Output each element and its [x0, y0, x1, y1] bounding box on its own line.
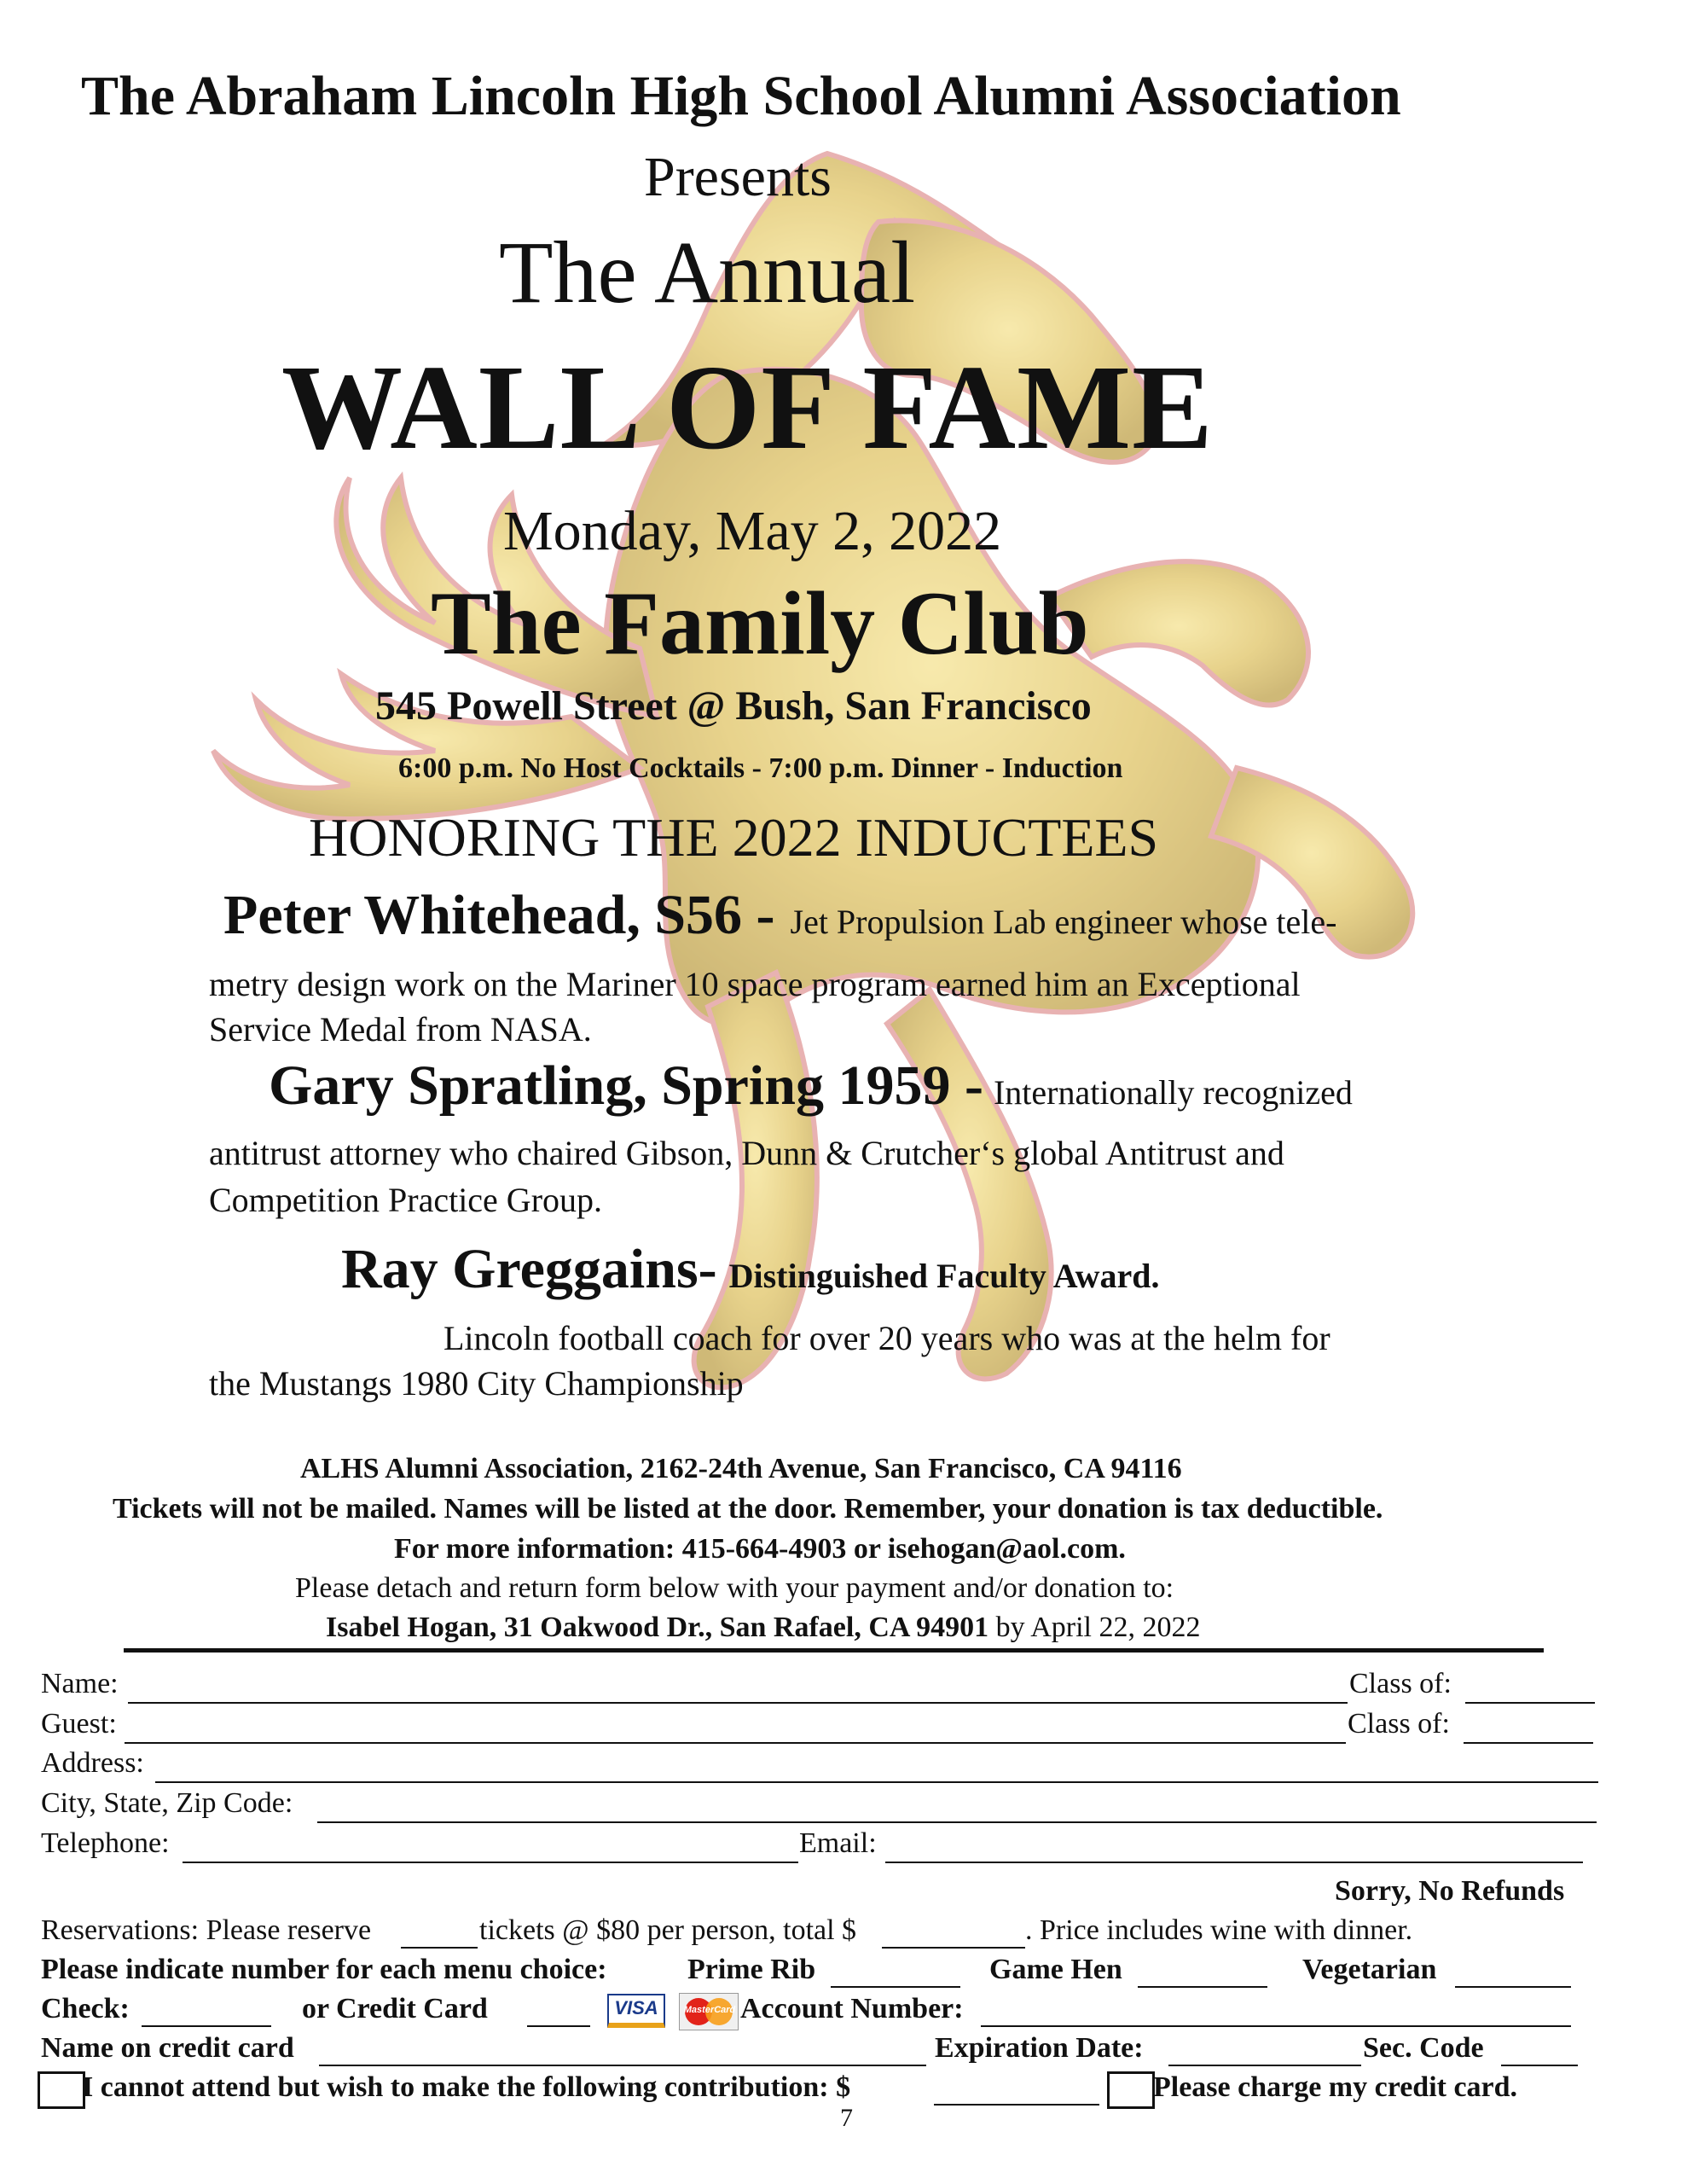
name-on-card-field[interactable] [319, 2065, 926, 2066]
guest-class-of-label: Class of: [1348, 1708, 1450, 1740]
return-by-date: by April 22, 2022 [995, 1612, 1201, 1643]
menu-game-hen-field[interactable] [1138, 1986, 1267, 1988]
sec-code-label: Sec. Code [1363, 2032, 1484, 2064]
menu-vegetarian-label: Vegetarian [1302, 1954, 1437, 1985]
alumni-address: ALHS Alumni Association, 2162-24th Avenue, San Francisco, CA 94116 [300, 1453, 1182, 1484]
expiration-label: Expiration Date: [935, 2032, 1144, 2064]
charge-card-label: Please charge my credit card. [1153, 2071, 1518, 2103]
inductee-desc: Lincoln football coach for over 20 years who was at the helm for [443, 1319, 1330, 1357]
address-field[interactable] [155, 1781, 1598, 1783]
menu-vegetarian-field[interactable] [1455, 1986, 1571, 1988]
check-label: Check: [41, 1993, 130, 2024]
inductee-desc: Internationally recognized [993, 1073, 1353, 1112]
city-label: City, State, Zip Code: [41, 1787, 293, 1819]
event-title: WALL OF FAME [281, 340, 1214, 474]
sec-code-field[interactable] [1501, 2065, 1578, 2066]
inductee-2 [269, 1054, 1353, 1118]
check-field[interactable] [142, 2025, 271, 2027]
account-number-label: Account Number: [740, 1993, 964, 2024]
charge-card-checkbox[interactable] [1107, 2071, 1155, 2109]
email-label: Email: [799, 1827, 877, 1859]
mastercard-logo-icon: MasterCard [679, 1993, 739, 2030]
class-of-label: Class of: [1349, 1668, 1452, 1699]
venue-address: 545 Powell Street @ Bush, San Francisco [375, 683, 1092, 729]
name-label: Name: [41, 1668, 119, 1699]
return-address [326, 1612, 1200, 1644]
inductee-3 [341, 1237, 1160, 1302]
inductee-desc: antitrust attorney who chaired Gibson, Dunn & Crutcher‘s global Antitrust and [209, 1134, 1284, 1172]
reservations-mid: tickets @ $80 per person, total $ [479, 1914, 857, 1946]
inductee-name: Ray Greggains- [341, 1238, 717, 1300]
tickets-note: Tickets will not be mailed. Names will be listed at the door. Remember, your donation is tax deductible. [113, 1493, 1383, 1525]
guest-class-of-field[interactable] [1464, 1742, 1593, 1744]
contribution-amount-field[interactable] [934, 2104, 1099, 2106]
inductee-award: Distinguished Faculty Award. [728, 1257, 1160, 1295]
honoring-heading: HONORING THE 2022 INDUCTEES [309, 807, 1159, 868]
inductee-desc: Jet Propulsion Lab engineer whose tele- [790, 903, 1337, 941]
credit-card-label: or Credit Card [302, 1993, 488, 2024]
menu-game-hen-label: Game Hen [989, 1954, 1122, 1985]
expiration-field[interactable] [1168, 2065, 1361, 2066]
detach-divider [124, 1648, 1544, 1653]
menu-prime-rib-field[interactable] [831, 1986, 960, 1988]
event-date: Monday, May 2, 2022 [503, 500, 1002, 562]
name-field[interactable] [128, 1702, 1348, 1704]
class-of-field[interactable] [1465, 1702, 1595, 1704]
presents-text: Presents [644, 146, 832, 208]
reservations-suffix: . Price includes wine with dinner. [1025, 1914, 1413, 1946]
ticket-total-field[interactable] [882, 1947, 1025, 1949]
visa-logo-icon: VISA [607, 1994, 665, 2028]
inductee-desc: metry design work on the Mariner 10 space program earned him an Exceptional [209, 965, 1301, 1003]
guest-field[interactable] [125, 1742, 1346, 1744]
venue-name: The Family Club [431, 573, 1089, 673]
association-name: The Abraham Lincoln High School Alumni Association [81, 65, 1401, 127]
inductee-1 [223, 883, 1336, 948]
ticket-count-field[interactable] [401, 1947, 478, 1949]
guest-label: Guest: [41, 1708, 117, 1740]
return-to: Isabel Hogan, 31 Oakwood Dr., San Rafael, CA 94901 [326, 1612, 989, 1643]
city-field[interactable] [317, 1821, 1597, 1823]
contribution-label: I cannot attend but wish to make the following contribution: $ [82, 2071, 851, 2103]
telephone-label: Telephone: [41, 1827, 170, 1859]
inductee-name: Peter Whitehead, S56 - [223, 884, 775, 946]
inductee-name: Gary Spratling, Spring 1959 - [269, 1054, 983, 1117]
name-on-card-label: Name on credit card [41, 2032, 294, 2064]
telephone-field[interactable] [183, 1862, 798, 1863]
reservations-label: Reservations: Please reserve [41, 1914, 372, 1946]
annual-text: The Annual [499, 224, 916, 322]
menu-prime-rib-label: Prime Rib [687, 1954, 816, 1985]
page-number: 7 [840, 2104, 853, 2132]
event-schedule: 6:00 p.m. No Host Cocktails - 7:00 p.m. Dinner - Induction [398, 752, 1123, 784]
email-field[interactable] [885, 1862, 1583, 1863]
contribution-checkbox[interactable] [38, 2071, 85, 2109]
account-number-field[interactable] [981, 2025, 1571, 2027]
credit-card-field[interactable] [527, 2025, 590, 2027]
no-refunds: Sorry, No Refunds [1335, 1875, 1565, 1907]
menu-label: Please indicate number for each menu choice: [41, 1954, 607, 1985]
inductee-desc: Service Medal from NASA. [209, 1010, 592, 1048]
detach-note: Please detach and return form below with your payment and/or donation to: [295, 1572, 1174, 1604]
inductee-desc: Competition Practice Group. [209, 1181, 603, 1219]
more-info: For more information: 415-664-4903 or isehogan@aol.com. [394, 1533, 1126, 1565]
address-label: Address: [41, 1747, 144, 1779]
inductee-desc: the Mustangs 1980 City Championship [209, 1364, 744, 1403]
